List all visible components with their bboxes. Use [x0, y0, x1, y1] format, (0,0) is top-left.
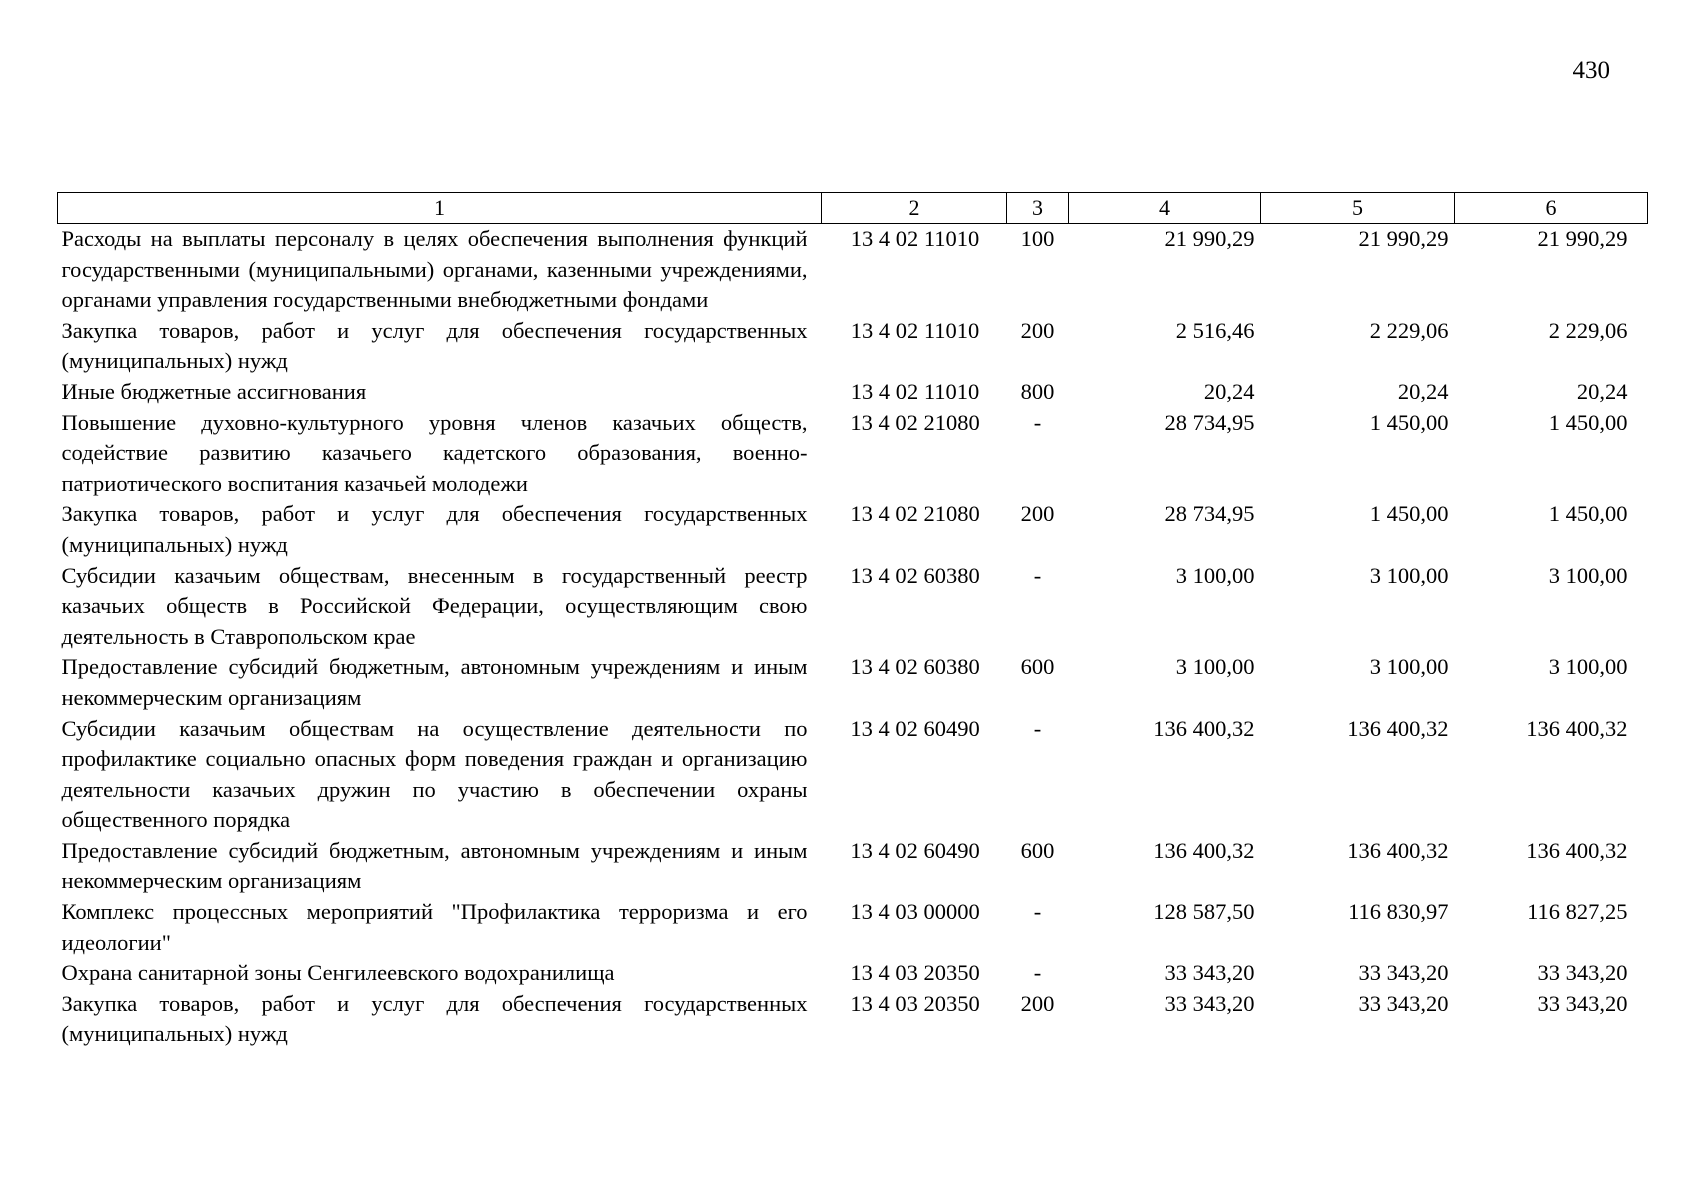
row-expense-type: 200: [1020, 990, 1055, 1016]
row-amount-col4: 21 990,29: [1164, 226, 1255, 251]
row-amount-col4: 136 400,32: [1153, 715, 1255, 741]
row-expense-type: 200: [1020, 317, 1055, 343]
row-amount-col6: 20,24: [1576, 378, 1628, 404]
row-amount-col5: 1 450,00: [1369, 409, 1449, 435]
row-classification-code: 13 4 02 60380: [850, 654, 980, 680]
table-row: [58, 224, 1648, 316]
table-body: [58, 224, 1648, 1051]
row-amount-col6: 136 400,32: [1526, 837, 1628, 863]
table-row: [58, 499, 1648, 560]
row-description: Повышение духовно-культурного уровня членов казачьих обществ, содействие развитию казачьего кадетского образования, военно-патриотического воспитания казачьей молодежи: [61, 409, 808, 496]
row-amount-col5: 136 400,32: [1347, 837, 1449, 863]
row-amount-col6: 21 990,29: [1537, 226, 1628, 251]
row-description: Предоставление субсидий бюджетным, автономным учреждениям и иным некоммерческим организациям: [61, 837, 808, 894]
row-amount-col4: 2 516,46: [1175, 317, 1255, 343]
row-amount-col6: 2 229,06: [1548, 317, 1628, 343]
row-classification-code: 13 4 03 20350: [850, 960, 980, 986]
row-expense-type: 200: [1020, 501, 1055, 527]
row-classification-code: 13 4 02 21080: [850, 501, 980, 527]
budget-table: [57, 192, 1648, 1050]
row-classification-code: 13 4 02 11010: [850, 226, 980, 251]
row-amount-col5: 136 400,32: [1347, 715, 1449, 741]
row-description: Предоставление субсидий бюджетным, автономным учреждениям и иным некоммерческим организациям: [61, 654, 808, 710]
row-amount-col5: 20,24: [1397, 378, 1449, 404]
row-amount-col6: 33 343,20: [1537, 960, 1628, 986]
row-amount-col5: 3 100,00: [1369, 562, 1449, 588]
row-description: Закупка товаров, работ и услуг для обеспечения государственных (муниципальных) нужд: [61, 501, 808, 557]
row-amount-col6: 1 450,00: [1548, 409, 1628, 435]
table-row: [58, 652, 1648, 713]
table-row: [58, 561, 1648, 653]
row-classification-code: 13 4 02 21080: [850, 409, 980, 435]
row-classification-code: 13 4 03 20350: [850, 990, 980, 1016]
row-classification-code: 13 4 02 11010: [850, 378, 980, 404]
table-header: [58, 193, 1648, 224]
row-amount-col4: 3 100,00: [1175, 654, 1255, 680]
row-description: Комплекс процессных мероприятий "Профилактика терроризма и его идеологии": [61, 899, 808, 955]
row-amount-col4: 33 343,20: [1164, 960, 1255, 986]
row-expense-type: 600: [1020, 654, 1055, 680]
table-row: [58, 897, 1648, 958]
row-amount-col6: 116 827,25: [1527, 899, 1628, 925]
row-expense-type: -: [1033, 562, 1042, 588]
row-description: Иные бюджетные ассигнования: [61, 378, 367, 404]
row-amount-col4: 128 587,50: [1153, 899, 1255, 925]
row-expense-type: -: [1033, 715, 1042, 741]
row-description: Закупка товаров, работ и услуг для обеспечения государственных (муниципальных) нужд: [61, 990, 808, 1047]
row-expense-type: 600: [1020, 837, 1055, 863]
page-number: 430: [1572, 57, 1610, 84]
row-description: Субсидии казачьим обществам на осуществление деятельности по профилактике социально опасных форм поведения граждан и организацию деятельности казачьих дружин по участию в обеспечении охраны общественного порядка: [61, 715, 808, 833]
row-amount-col4: 20,24: [1203, 378, 1255, 404]
row-amount-col5: 33 343,20: [1358, 990, 1449, 1016]
row-classification-code: 13 4 02 60490: [850, 837, 980, 863]
row-classification-code: 13 4 02 11010: [850, 317, 980, 343]
column-header-1: 1: [58, 193, 822, 224]
row-expense-type: -: [1033, 899, 1042, 925]
table-row: [58, 408, 1648, 500]
row-expense-type: 800: [1020, 378, 1055, 404]
column-header-6: 6: [1455, 193, 1648, 224]
row-description: Закупка товаров, работ и услуг для обеспечения государственных (муниципальных) нужд: [61, 317, 808, 374]
column-header-4: 4: [1069, 193, 1261, 224]
column-header-2: 2: [822, 193, 1007, 224]
row-amount-col5: 3 100,00: [1369, 654, 1449, 680]
row-classification-code: 13 4 03 00000: [850, 899, 980, 925]
row-classification-code: 13 4 02 60380: [850, 562, 980, 588]
table-row: [58, 989, 1648, 1050]
row-description: Расходы на выплаты персоналу в целях обеспечения выполнения функций государственными (муниципальными) органами, казенными учреждениями, органами управления государственными внебюджетными фондами: [61, 226, 808, 313]
row-amount-col5: 2 229,06: [1369, 317, 1449, 343]
row-expense-type: -: [1033, 409, 1042, 435]
row-amount-col5: 21 990,29: [1358, 226, 1449, 251]
row-amount-col6: 1 450,00: [1548, 501, 1628, 527]
row-amount-col4: 3 100,00: [1175, 562, 1255, 588]
row-expense-type: 100: [1020, 226, 1055, 251]
row-amount-col4: 33 343,20: [1164, 990, 1255, 1016]
row-classification-code: 13 4 02 60490: [850, 715, 980, 741]
row-description: Охрана санитарной зоны Сенгилеевского водохранилища: [61, 960, 615, 986]
row-amount-col4: 136 400,32: [1153, 837, 1255, 863]
row-amount-col5: 1 450,00: [1369, 501, 1449, 527]
row-amount-col5: 116 830,97: [1348, 899, 1449, 925]
table-row: [58, 836, 1648, 897]
row-expense-type: -: [1033, 960, 1042, 986]
table-row: [58, 377, 1648, 408]
row-amount-col4: 28 734,95: [1164, 409, 1255, 435]
row-amount-col5: 33 343,20: [1358, 960, 1449, 986]
row-amount-col6: 136 400,32: [1526, 715, 1628, 741]
table-row: [58, 958, 1648, 989]
header-row: [58, 193, 1648, 224]
row-amount-col4: 28 734,95: [1164, 501, 1255, 527]
column-header-5: 5: [1261, 193, 1455, 224]
row-amount-col6: 3 100,00: [1548, 562, 1628, 588]
table-row: [58, 714, 1648, 836]
row-amount-col6: 3 100,00: [1548, 654, 1628, 680]
column-header-3: 3: [1007, 193, 1069, 224]
table-row: [58, 316, 1648, 377]
row-description: Субсидии казачьим обществам, внесенным в государственный реестр казачьих обществ в Российской Федерации, осуществляющим свою деятельность в Ставропольском крае: [61, 562, 808, 649]
row-amount-col6: 33 343,20: [1537, 990, 1628, 1016]
